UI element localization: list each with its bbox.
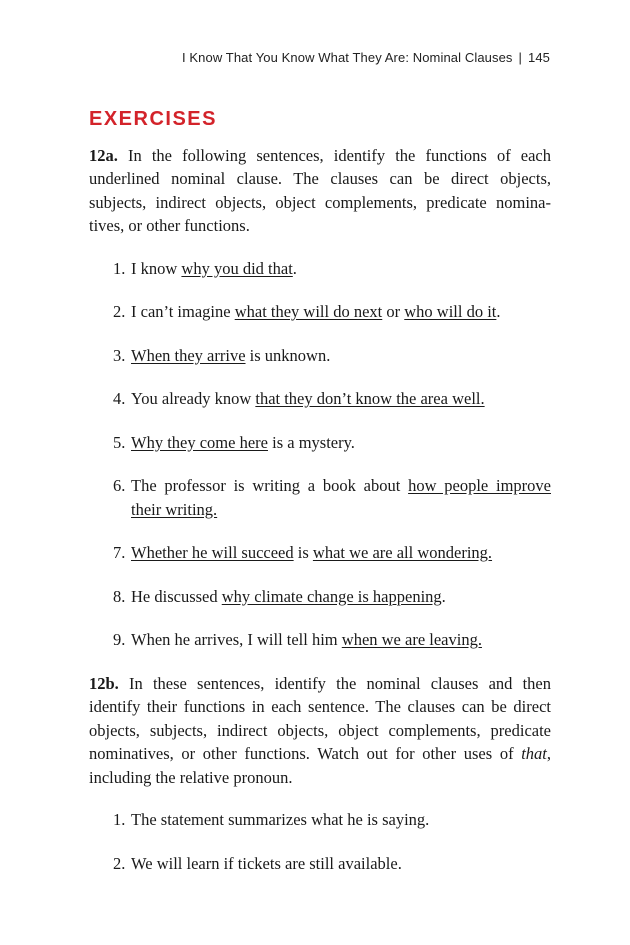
exercise-12a-item-5 [89, 431, 551, 455]
exercise-12b-italic-word: that [521, 744, 547, 763]
sentence-text: The professor is writing a book about [131, 476, 409, 495]
sentence-text: . [292, 258, 297, 278]
item-number: 7. [113, 543, 126, 562]
exercise-12a-item-9 [89, 628, 551, 652]
exercise-12a-item-8 [89, 585, 551, 609]
section-title: EXERCISES [89, 108, 217, 130]
item-number: 6. [113, 476, 126, 495]
exercise-12a-label: 12a. [89, 145, 118, 165]
underlined-clause: what we are all wondering. [312, 543, 493, 562]
sentence-text: is unknown. [245, 345, 331, 365]
running-title: I Know That You Know What They Are: Nominal Clauses [181, 50, 513, 65]
item-number: 5. [113, 432, 126, 452]
sentence-text: He discussed [131, 586, 222, 606]
sentence-text: You already know [131, 389, 256, 408]
exercise-12b-list [89, 808, 551, 875]
item-number: 8. [113, 586, 126, 606]
item-number: 9. [113, 630, 126, 649]
exercise-12a-item-7 [89, 541, 551, 565]
underlined-clause: Whether he will succeed [131, 543, 294, 562]
underlined-clause: when we are leaving. [341, 630, 482, 649]
item-number: 3. [113, 345, 126, 365]
exercise-12a-text: In the following sentences, identify the functions of each underlined nominal clause. The clauses can be direct objects, subjects, indirect objects, object complements, predicate nomina-tives, or other functions. [89, 145, 552, 235]
exercise-12b-text-end: , including the relative pronoun. [89, 744, 551, 787]
sentence-text: I know [131, 258, 182, 278]
underlined-clause: what they will do next [234, 302, 383, 321]
sentence-text: or [382, 302, 405, 321]
sentence-text: We will learn if tickets are still available. [131, 853, 402, 873]
underlined-clause: why climate change is happening [221, 586, 442, 606]
page-content [89, 108, 551, 895]
header-separator: | [518, 50, 522, 65]
exercise-12b-item-1 [89, 808, 551, 832]
sentence-text: is [293, 543, 313, 562]
exercise-12b-instruction [89, 672, 551, 790]
exercise-12b-label: 12b. [89, 673, 119, 693]
exercise-12b-text: In these sentences, identify the nominal clauses and then identify their functions in each sentence. The clauses can be direct objects, subjects, indirect objects, object complements, predicate nominatives, or other functions. Watch out for other uses of [89, 673, 551, 763]
exercise-12a-item-4 [89, 387, 551, 411]
exercise-12a-item-1 [89, 257, 551, 281]
underlined-clause: that they don’t know the area well. [255, 389, 485, 408]
item-number: 2. [113, 302, 126, 321]
sentence-text: is a mystery. [267, 432, 355, 452]
exercise-12a-list [89, 257, 551, 652]
underlined-clause: who will do it [404, 302, 497, 321]
sentence-text: . [441, 586, 446, 606]
sentence-text: . [496, 302, 501, 321]
exercise-12b-item-2 [89, 852, 551, 876]
underlined-clause: why you did that [181, 258, 293, 278]
item-number: 4. [113, 389, 126, 408]
running-header [182, 50, 550, 65]
exercise-12a-item-2 [89, 300, 551, 324]
exercise-12a-item-3 [89, 344, 551, 368]
underlined-clause: When they arrive [131, 345, 246, 365]
page-number: 145 [528, 50, 550, 65]
sentence-text: The statement summarizes what he is saying. [131, 810, 430, 829]
underlined-clause: how people improve their writing. [131, 476, 551, 519]
exercise-12a-instruction [89, 144, 551, 238]
item-number: 2. [113, 853, 126, 873]
underlined-clause: Why they come here [131, 432, 268, 452]
sentence-text: When he arrives, I will tell him [131, 630, 342, 649]
item-number: 1. [113, 810, 126, 829]
exercise-12a-item-6 [89, 474, 551, 521]
sentence-text: I can’t imagine [131, 302, 235, 321]
item-number: 1. [113, 258, 126, 278]
